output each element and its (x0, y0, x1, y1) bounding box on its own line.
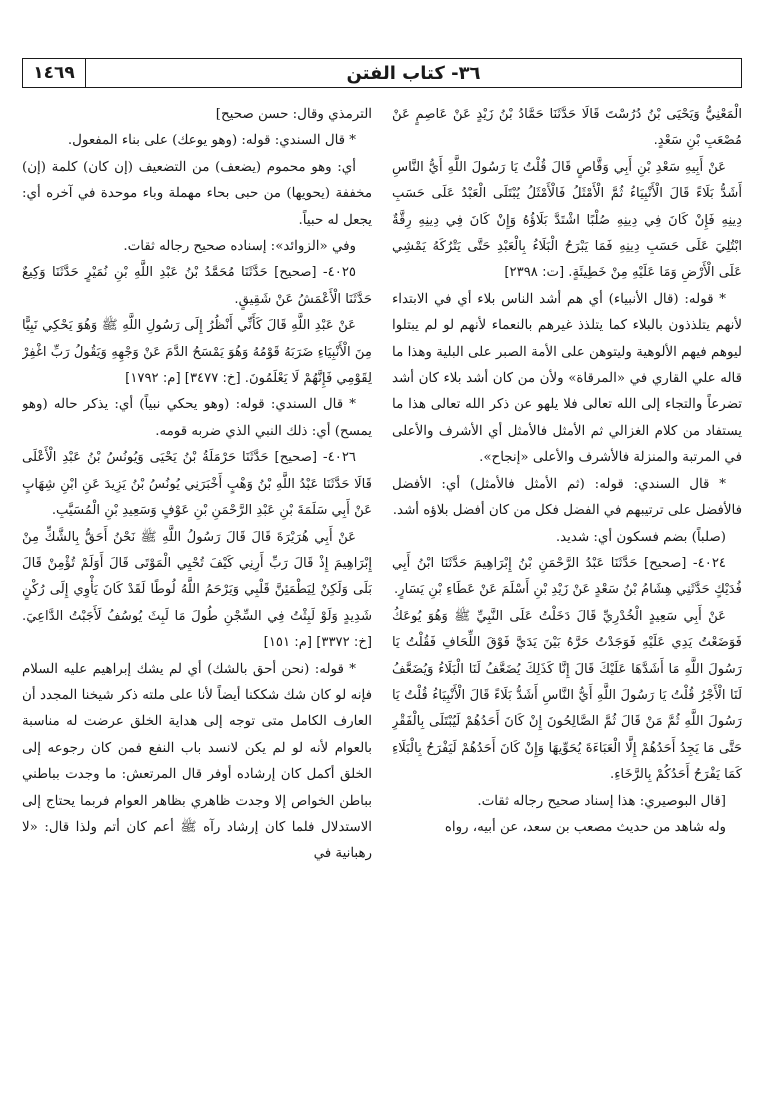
commentary-paragraph: * قوله: (نحن أحق بالشك) أي لم يشك إبراهيم عليه السلام فإنه لو كان شك شككنا أيضاً لأنا على ملته ذكر شيخنا المجدد أن العارف الكامل متى توجه إلى هداية الخلق عرضت له مناسبة بالعوام لأنه لو لم يكن لانسد باب النفع فمن كان رجوعه إلى الخلق أكمل كان إرشاده أوفر قال المرتعش: ما وجدت بباطني بباطن الخواص إلا وجدت ظاهري بظاهر العوام فربما يحتاج إلى الاستدلال فلما كان إرشاد رآه ﷺ أعم كان أتم ولذا قال: «لا رهبانية في (22, 661, 372, 862)
commentary-paragraph: * قال السندي: قوله: (ثم الأمثل فالأمثل) أي: الأفضل فالأفضل على ترتيبهم في الفضل فكل من كان أفضل بلاؤه أشد. (392, 476, 742, 519)
book-page (22, 58, 742, 1088)
right-column (392, 102, 742, 1088)
page-header (22, 58, 742, 88)
page-number: ١٤٦٩ (23, 59, 86, 87)
hadith-isnad: ٤٠٢٤- [صحيح] حَدَّثَنَا عَبْدُ الرَّحْمَنِ بْنُ إِبْرَاهِيمَ حَدَّثَنَا ابْنُ أَبِي فُدَيْكٍ حَدَّثَنِي هِشَامُ بْنُ سَعْدٍ عَنْ زَيْدِ بْنِ أَسْلَمَ عَنْ عَطَاءِ بْنِ يَسَارٍ. (392, 555, 742, 598)
commentary-paragraph: * قال السندي: قوله: (وهو يحكي نبياً) أي: يذكر حاله (وهو يمسح) أي: ذلك النبي الذي ضربه قومه. (22, 397, 372, 439)
chapter-title: ٣٦- كتاب الفتن (346, 62, 481, 84)
hadith-isnad: ٤٠٢٥- [صحيح] حَدَّثَنَا مُحَمَّدُ بْنُ عَبْدِ اللَّهِ بْنِ نُمَيْرٍ حَدَّثَنَا وَكِيعٌ حَدَّثَنَا الْأَعْمَشُ عَنْ شَقِيقٍ. (22, 265, 372, 307)
hadith-text: عَنْ أَبِي سَعِيدٍ الْخُدْرِيِّ قَالَ دَخَلْتُ عَلَى النَّبِيِّ ﷺ وَهُوَ يُوعَكُ فَوَضَعْتُ يَدِي عَلَيْهِ فَوَجَدْتُ حَرَّهُ بَيْنَ يَدَيَّ فَوْقَ اللِّحَافِ فَقُلْتُ يَا رَسُولَ اللَّهِ مَا أَشَدَّهَا عَلَيْكَ قَالَ إِنَّا كَذَلِكَ يُضَعَّفُ لَنَا الْبَلَاءُ وَيُضَعَّفُ لَنَا الْأَجْرُ قُلْتُ يَا رَسُولَ اللَّهِ أَيُّ النَّاسِ أَشَدُّ بَلَاءً قَالَ الْأَنْبِيَاءُ قُلْتُ يَا رَسُولَ اللَّهِ ثُمَّ مَنْ قَالَ ثُمَّ الصَّالِحُونَ إِنْ كَانَ أَحَدُهُمْ لَيُبْتَلَى بِالْفَقْرِ حَتَّى مَا يَجِدُ أَحَدُهُمْ إِلَّا الْعَبَاءَةَ يُحَوِّيهَا وَإِنْ كَانَ أَحَدُهُمْ لَيَفْرَحُ بِالْبَلَاءِ كَمَا يَفْرَحُ أَحَدُكُمْ بِالرَّخَاءِ. (392, 608, 742, 783)
commentary-paragraph: * قوله: (قال الأنبياء) أي هم أشد الناس بلاء أي في الابتداء لأنهم يتلذذون بالبلاء كما يتلذذ غيرهم بالنعماء لأنهم لو لم يبتلوا ليوهم فيهم الألوهية وليتوهن على الأمة الصبر على البلية وهذا ما قاله علي القاري في «المرقاة» ولأن من كان أشد بلاء كان أشد تضرعاً والتجاء إلى الله تعالى فلا يلهو عن ذكر الله تعالى هذا ما يستفاد من كلام الغزالي ثم الأمثل فالأمثل أي الأشرف والأعلى في المرتبة والمنزلة فالأشرف والأعلى «إنجاح». (392, 291, 742, 466)
hadith-text: عَنْ عَبْدِ اللَّهِ قَالَ كَأَنِّي أَنْظُرُ إِلَى رَسُولِ اللَّهِ ﷺ وَهُوَ يَحْكِي نَبِيًّا مِنَ الْأَنْبِيَاءِ ضَرَبَهُ قَوْمُهُ وَهُوَ يَمْسَحُ الدَّمَ عَنْ وَجْهِهِ وَيَقُولُ رَبِّ اغْفِرْ لِقَوْمِي فَإِنَّهُمْ لَا يَعْلَمُونَ. [خ: ٣٤٧٧] [م: ١٧٩٢] (22, 318, 372, 387)
text-columns (22, 102, 742, 1088)
left-column (22, 102, 372, 1088)
commentary-paragraph: وله شاهد من حديث مصعب بن سعد، عن أبيه، رواه (444, 819, 726, 835)
commentary-paragraph: وفي «الزوائد»: إسناده صحيح رجاله ثقات. (123, 239, 356, 255)
hadith-text: عَنْ أَبِي هُرَيْرَةَ قَالَ قَالَ رَسُولُ اللَّهِ ﷺ نَحْنُ أَحَقُّ بِالشَّكِّ مِنْ إِبْرَاهِيمَ إِذْ قَالَ رَبِّ أَرِنِي كَيْفَ تُحْيِي الْمَوْتَى قَالَ أَوَلَمْ تُؤْمِنْ قَالَ بَلَى وَلَكِنْ لِيَطْمَئِنَّ قَلْبِي وَيَرْحَمُ اللَّهُ لُوطًا لَقَدْ كَانَ يَأْوِي إِلَى رُكْنٍ شَدِيدٍ وَلَوْ لَبِثْتُ فِي السِّجْنِ طُولَ مَا لَبِثَ يُوسُفُ لَأَجَبْتُ الدَّاعِيَ. [خ: ٣٣٧٢] [م: ١٥١] (22, 529, 372, 651)
hadith-isnad: ٤٠٢٦- [صحيح] حَدَّثَنَا حَرْمَلَةُ بْنُ يَحْيَى وَيُونُسُ بْنُ عَبْدِ الْأَعْلَى قَالَا حَدَّثَنَا عَبْدُ اللَّهِ بْنُ وَهْبٍ أَخْبَرَنِي يُونُسُ بْنُ يَزِيدَ عَنِ ابْنِ شِهَابٍ عَنْ أَبِي سَلَمَةَ بْنِ عَبْدِ الرَّحْمَنِ بْنِ عَوْفٍ وَسَعِيدِ بْنِ الْمُسَيَّبِ. (22, 450, 372, 519)
commentary-paragraph: (صلباً) بضم فسكون أي: شديد. (555, 529, 726, 545)
hadith-text: عَنْ أَبِيهِ سَعْدِ بْنِ أَبِي وَقَّاصٍ قَالَ قُلْتُ يَا رَسُولَ اللَّهِ أَيُّ النَّاسِ أَشَدُّ بَلَاءً قَالَ الْأَنْبِيَاءُ ثُمَّ الْأَمْثَلُ فَالْأَمْثَلُ يُبْتَلَى الْعَبْدُ عَلَى حَسَبِ دِينِهِ فَإِنْ كَانَ فِي دِينِهِ صُلْبًا اشْتَدَّ بَلَاؤُهُ وَإِنْ كَانَ فِي دِينِهِ رِقَّةٌ ابْتُلِيَ عَلَى حَسَبِ دِينِهِ فَمَا يَبْرَحُ الْبَلَاءُ بِالْعَبْدِ حَتَّى يَتْرُكَهُ يَمْشِي عَلَى الْأَرْضِ وَمَا عَلَيْهِ مِنْ خَطِيئَةٍ. [ت: ٢٣٩٨] (392, 159, 742, 281)
commentary-paragraph: * قال السندي: قوله: (وهو يوعك) على بناء المفعول. (67, 133, 356, 149)
commentary-paragraph: [قال البوصيري: هذا إسناد صحيح رجاله ثقات. (477, 793, 726, 809)
commentary-paragraph: أي: وهو محموم (يضعف) من التضعيف (إن كان) كلمة (إن) مخففة (يحويها) من حبى بحاء مهملة وباء موحدة في آخره أي: يجعل له حبياً. (22, 159, 372, 228)
hadith-text: الْمَعْنِيُّ وَيَحْيَى بْنُ دُرُسْتَ قَالَا حَدَّثَنَا حَمَّادُ بْنُ زَيْدٍ عَنْ عَاصِمٍ عَنْ مُصْعَبِ بْنِ سَعْدٍ. (392, 107, 742, 149)
commentary-paragraph: الترمذي وقال: حسن صحيح] (215, 107, 372, 122)
